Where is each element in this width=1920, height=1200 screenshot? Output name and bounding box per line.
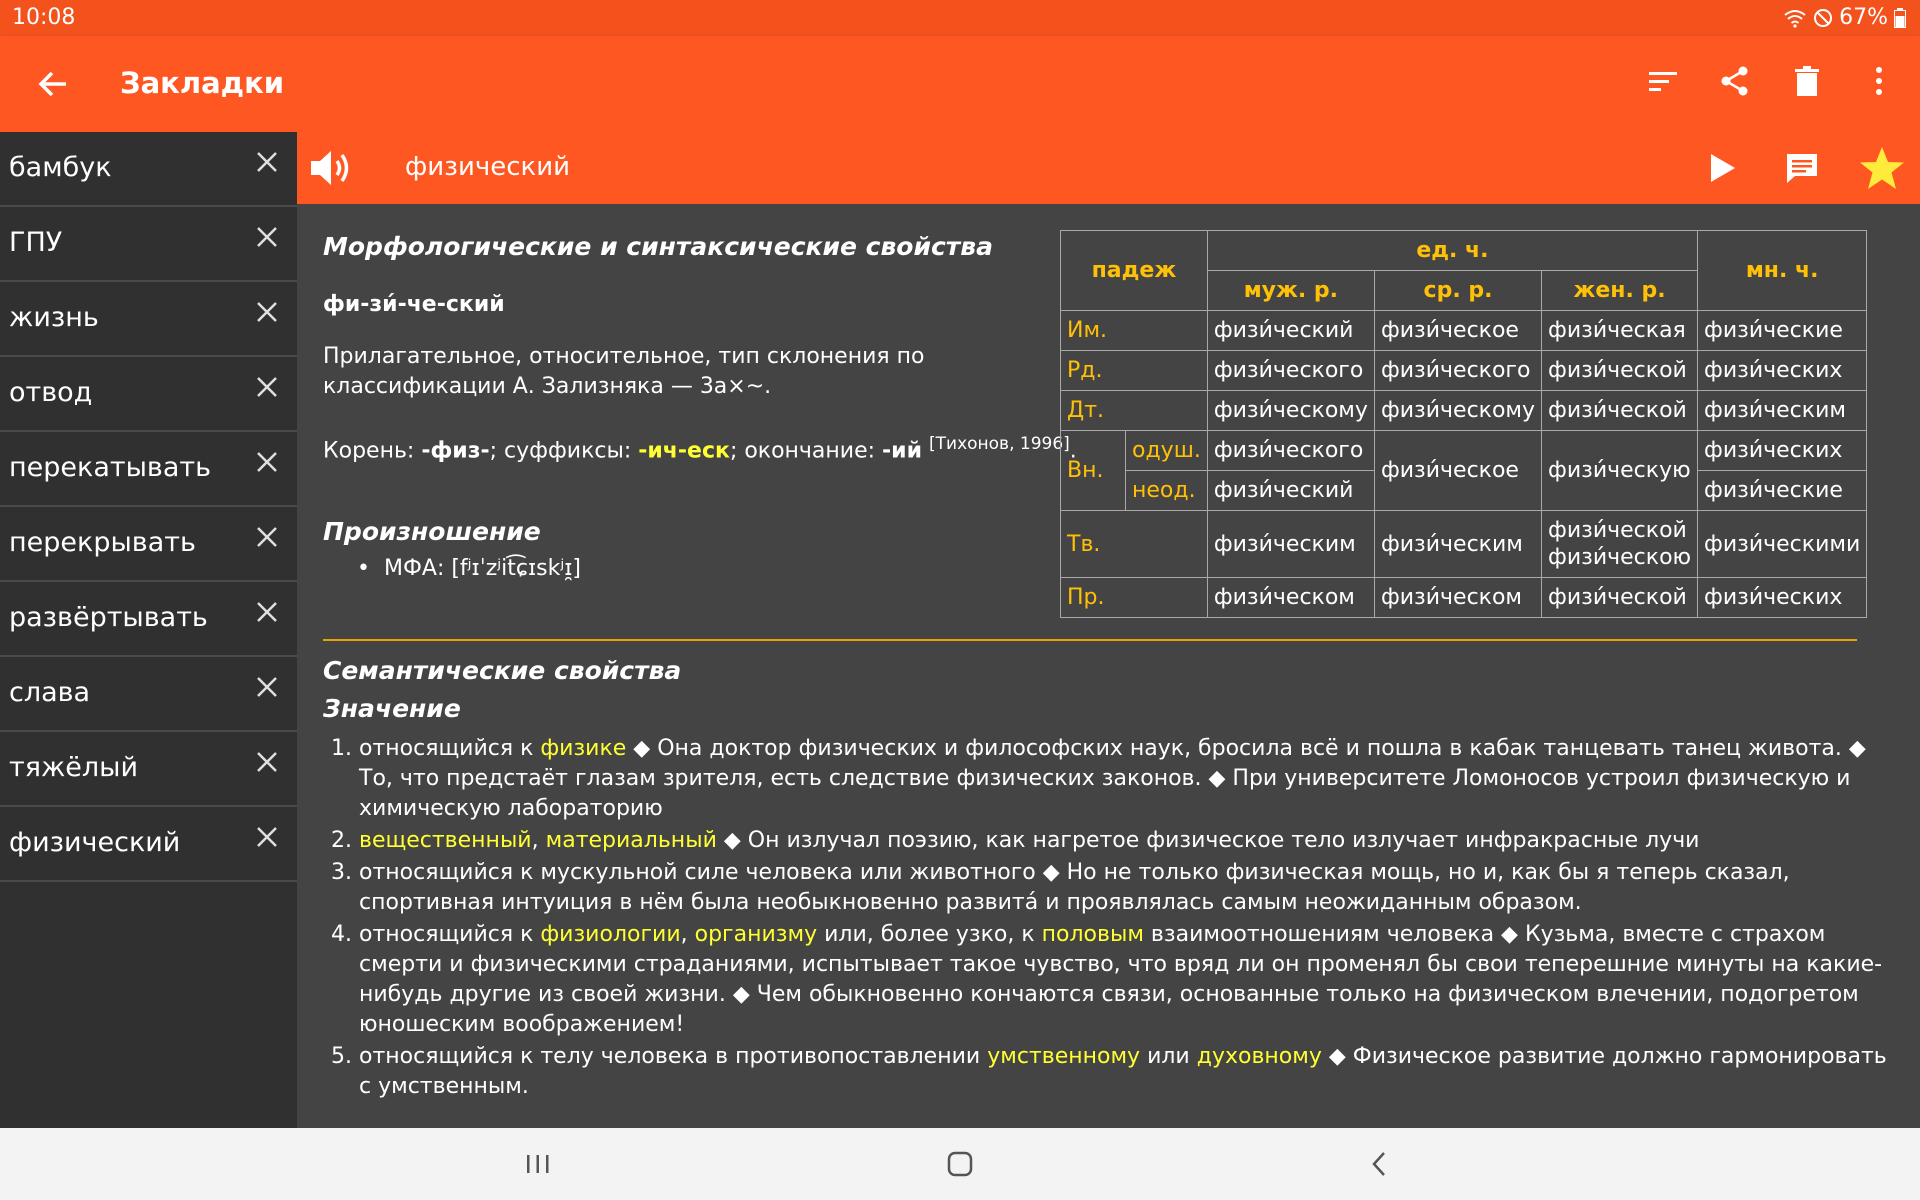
word-description	[323, 342, 924, 402]
bookmark-item[interactable]	[0, 732, 297, 807]
ipa-transcription: МФА: [fʲɪˈzʲit͡ɕɪskʲɪ̯]	[383, 556, 581, 581]
root-morpheme: -физ-	[421, 438, 490, 464]
word-header	[297, 132, 1920, 204]
meaning-item	[359, 826, 1899, 856]
bookmark-item[interactable]	[0, 207, 297, 282]
pronunciation-heading: Произношение	[323, 517, 541, 546]
home-icon	[944, 1148, 976, 1180]
morphology-heading: Морфологические и синтаксические свойства	[323, 232, 993, 261]
form-cell: физи́ческим	[1207, 511, 1374, 578]
bookmark-label: жизнь	[9, 302, 99, 333]
case-header: падеж	[1061, 231, 1208, 311]
bookmark-item[interactable]	[0, 132, 297, 207]
home-button[interactable]	[944, 1148, 976, 1180]
meaning-text: или, более узко, к	[817, 922, 1042, 947]
form-cell: физи́ческого	[1207, 431, 1374, 471]
case-name: Вн.	[1061, 431, 1126, 511]
masculine-header: муж. р.	[1207, 271, 1374, 311]
description-line: Прилагательное, относительное, тип склонения по	[323, 344, 925, 369]
status-bar	[0, 0, 1920, 36]
ending-morpheme: -ий	[882, 438, 923, 464]
share-icon	[1719, 65, 1751, 97]
meaning-text: относящийся к мускульной силе человека или животного ◆ Но не только физическая мощь, но и, как бы я теперь сказал, спортивная интуиция в нём была необыкновенно развита́ и проявлялась самым неожиданным образом.	[359, 860, 1790, 915]
close-icon	[253, 748, 281, 776]
form-cell	[1542, 511, 1698, 578]
form-cell: физи́ческому	[1374, 391, 1541, 431]
bookmark-item[interactable]	[0, 657, 297, 732]
meaning-link[interactable]: организму	[694, 922, 818, 947]
meaning-link[interactable]: половым	[1041, 922, 1144, 947]
meaning-text: ,	[531, 828, 546, 853]
neuter-header: ср. р.	[1374, 271, 1541, 311]
form-cell: физи́ческое	[1374, 431, 1541, 511]
case-name: Им.	[1061, 311, 1208, 351]
form-cell: физи́ческие	[1698, 471, 1867, 511]
favorite-button[interactable]	[1858, 144, 1906, 192]
form-cell: физи́ческий	[1207, 311, 1374, 351]
bookmark-item[interactable]	[0, 507, 297, 582]
more-vert-icon	[1874, 65, 1884, 97]
sort-button[interactable]	[1642, 60, 1684, 102]
bookmark-label: перекатывать	[9, 452, 212, 483]
battery-icon	[1894, 8, 1906, 28]
nav-back-button[interactable]	[1364, 1148, 1396, 1180]
meaning-item	[359, 858, 1899, 918]
page-title: Закладки	[120, 66, 285, 100]
feminine-header: жен. р.	[1542, 271, 1698, 311]
meaning-link[interactable]: умственному	[987, 1044, 1141, 1069]
case-name: Тв.	[1061, 511, 1208, 578]
current-word: физический	[405, 152, 571, 182]
meaning-text: относящийся к телу человека в противопоставлении	[359, 1044, 988, 1069]
ending-label: ; окончание:	[729, 438, 883, 464]
form-cell: физи́ческой	[1542, 391, 1698, 431]
meaning-item	[359, 1042, 1899, 1102]
meaning-text: взаимоотношениям человека ◆ Кузьма, вместе с страхом смерти и физическими страданиями, испытывает такое чувство, что вряд ли он променял бы свои теперешние минуты на какие-нибудь другие из своей жизни. ◆ Чем обыкновенно кончаются связи, основанные только на физическом влечении, подогретом юношеским воображением!	[359, 922, 1883, 1037]
bookmark-label: развёртывать	[9, 602, 208, 633]
close-icon	[253, 448, 281, 476]
form-cell: физи́ческая	[1542, 311, 1698, 351]
meaning-link[interactable]: материальный	[545, 828, 717, 853]
battery-percent: 67%	[1839, 5, 1888, 30]
speaker-icon	[309, 146, 355, 190]
description-line: классификации А. Зализняка — 3a×~.	[323, 374, 772, 399]
form-cell: физи́ческого	[1374, 351, 1541, 391]
trash-icon	[1794, 65, 1820, 97]
form-cell: физи́ческого	[1207, 351, 1374, 391]
meaning-item	[359, 920, 1899, 1040]
meaning-text: ,	[680, 922, 695, 947]
star-icon	[1859, 146, 1905, 190]
animacy-label: неод.	[1126, 471, 1208, 511]
bookmark-item[interactable]	[0, 807, 297, 882]
singular-header: ед. ч.	[1207, 231, 1697, 271]
bookmark-label: тяжёлый	[9, 752, 139, 783]
delete-button[interactable]	[1786, 60, 1828, 102]
close-icon	[253, 523, 281, 551]
close-icon	[253, 373, 281, 401]
share-button[interactable]	[1714, 60, 1756, 102]
suffix-link[interactable]: -ич-еск	[638, 438, 730, 464]
remove-bookmark-button[interactable]	[253, 598, 281, 626]
form-cell: физи́ческих	[1698, 578, 1867, 618]
close-icon	[253, 823, 281, 851]
bookmark-label: физический	[9, 827, 181, 858]
plural-header: мн. ч.	[1698, 231, 1867, 311]
form-cell: физи́ческому	[1207, 391, 1374, 431]
article-content	[297, 204, 1920, 1128]
suffix-label: ; суффиксы:	[489, 438, 639, 464]
meaning-link[interactable]: физиологии	[540, 922, 681, 947]
meaning-link[interactable]: вещественный	[359, 828, 532, 853]
close-icon	[253, 298, 281, 326]
bookmark-label: слава	[9, 677, 91, 708]
semantic-heading: Семантические свойства	[323, 656, 682, 685]
play-icon	[1707, 152, 1737, 184]
bookmark-item[interactable]	[0, 432, 297, 507]
form-cell: физи́ческом	[1207, 578, 1374, 618]
meaning-text: ◆ Физическое развитие должно гармонировать с умственным.	[359, 1044, 1887, 1099]
bookmark-item[interactable]	[0, 282, 297, 357]
form-cell: физи́ческих	[1698, 431, 1867, 471]
bookmark-list	[0, 132, 297, 1128]
bookmark-label: ГПУ	[9, 227, 63, 258]
form-cell: физи́ческих	[1698, 351, 1867, 391]
bookmark-item[interactable]	[0, 357, 297, 432]
form-cell: физи́ческом	[1374, 578, 1541, 618]
close-icon	[253, 148, 281, 176]
form-cell: физи́ческим	[1374, 511, 1541, 578]
word-actions	[1698, 144, 1906, 192]
wifi-icon	[1783, 8, 1807, 28]
form-cell: физи́ческими	[1698, 511, 1867, 578]
source-reference: [Тихонов, 1996]	[929, 434, 1070, 454]
morphemes: Корень: -физ-; суффиксы: -ич-еск; окончание: -ий [Тихонов, 1996].	[323, 434, 1077, 464]
remove-bookmark-button[interactable]	[253, 298, 281, 326]
recents-button[interactable]	[522, 1148, 554, 1180]
form-cell: физи́ческой	[1542, 578, 1698, 618]
system-nav-bar	[0, 1128, 1920, 1200]
remove-bookmark-button[interactable]	[253, 448, 281, 476]
play-button[interactable]	[1698, 144, 1746, 192]
meaning-link[interactable]: духовному	[1196, 1044, 1322, 1069]
form-cell: физи́ческим	[1698, 391, 1867, 431]
status-icons	[1783, 5, 1906, 30]
syllables: фи-зи́-че-ский	[323, 292, 505, 317]
comment-icon	[1785, 152, 1819, 184]
remove-bookmark-button[interactable]	[253, 223, 281, 251]
remove-bookmark-button[interactable]	[253, 673, 281, 701]
sort-icon	[1647, 69, 1679, 93]
case-name: Пр.	[1061, 578, 1208, 618]
overflow-menu-button[interactable]	[1858, 60, 1900, 102]
meaning-text: ◆ Она доктор физических и философских наук, бросила всё и пошла в кабак танцевать танец живота. ◆ То, что предстаёт глазам зрителя, есть следствие физических законов. ◆ При университете Ломоносов устроил физическую и химическую лабораторию	[359, 736, 1866, 821]
recents-icon	[522, 1148, 554, 1180]
form-cell: физи́ческое	[1374, 311, 1541, 351]
bookmark-label: перекрывать	[9, 527, 196, 558]
bookmark-item[interactable]	[0, 582, 297, 657]
meaning-heading: Значение	[323, 694, 461, 723]
appbar-actions	[1642, 60, 1900, 102]
comment-button[interactable]	[1778, 144, 1826, 192]
remove-bookmark-button[interactable]	[253, 748, 281, 776]
status-time: 10:08	[12, 5, 76, 30]
animacy-label: одуш.	[1126, 431, 1208, 471]
form-cell: физи́ческую	[1542, 431, 1698, 511]
form-variant: физи́ческою	[1548, 545, 1692, 570]
close-icon	[253, 598, 281, 626]
meaning-text: относящийся к	[359, 922, 541, 947]
meaning-item	[359, 734, 1899, 824]
declension-table	[1060, 230, 1867, 618]
meaning-link[interactable]: физике	[540, 736, 627, 761]
case-name: Рд.	[1061, 351, 1208, 391]
close-icon	[253, 673, 281, 701]
root-label: Корень:	[323, 438, 422, 464]
remove-bookmark-button[interactable]	[253, 523, 281, 551]
form-cell: физи́ческой	[1542, 351, 1698, 391]
chevron-left-icon	[1364, 1148, 1396, 1180]
do-not-disturb-icon	[1813, 8, 1833, 28]
arrow-back-icon	[34, 64, 74, 104]
remove-bookmark-button[interactable]	[253, 823, 281, 851]
case-name: Дт.	[1061, 391, 1208, 431]
section-divider	[323, 639, 1857, 641]
meaning-list	[317, 734, 1899, 1104]
ipa-item: • МФА: [fʲɪˈzʲit͡ɕɪskʲɪ̯]	[357, 556, 581, 581]
meaning-text: ◆ Он излучал поэзию, как нагретое физическое тело излучает инфракрасные лучи	[716, 828, 1700, 853]
pronounce-button[interactable]	[309, 146, 355, 190]
app-bar	[0, 36, 1920, 132]
close-icon	[253, 223, 281, 251]
bookmark-label: отвод	[9, 377, 93, 408]
form-cell: физи́ческий	[1207, 471, 1374, 511]
remove-bookmark-button[interactable]	[253, 373, 281, 401]
bookmark-label: бамбук	[9, 152, 112, 183]
back-button[interactable]	[34, 64, 74, 104]
form-cell: физи́ческие	[1698, 311, 1867, 351]
form-variant: физи́ческой	[1548, 518, 1687, 543]
meaning-text: относящийся к	[359, 736, 541, 761]
remove-bookmark-button[interactable]	[253, 148, 281, 176]
meaning-text: или	[1140, 1044, 1197, 1069]
